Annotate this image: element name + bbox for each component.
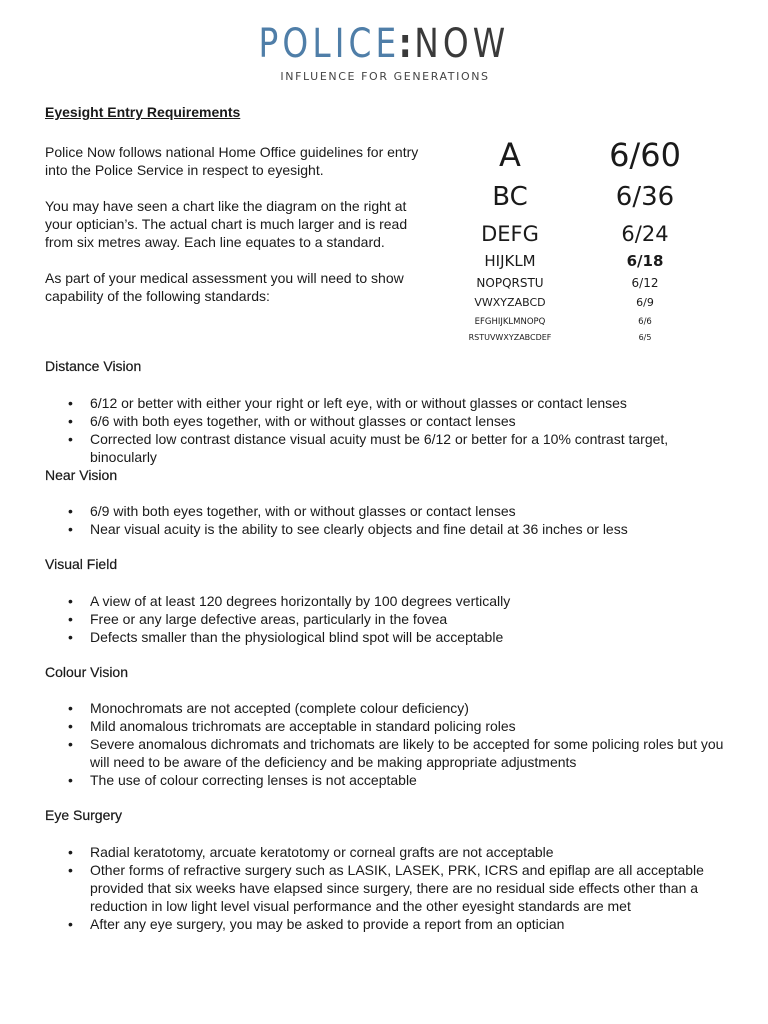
eye-chart-row [455,182,715,212]
list-item: • Corrected low contrast distance visual acuity must be 6/12 or better for a 10% contrast target, binocularly [68,430,738,466]
list-item: • Severe anomalous dichromats and trichomats are likely to be accepted for some policing roles but you will need to be aware of the deficiency and be making appropriate adjustments [68,735,738,771]
section-heading-near-vision: Near Vision [45,467,118,483]
visual-field-list [68,592,738,646]
colour-vision-list [68,699,738,789]
list-item: • Mild anomalous trichromats are acceptable in standard policing roles [68,717,738,735]
eye-chart-score: 6/36 [615,182,675,212]
eye-chart-row [455,136,715,174]
eye-chart-score: 6/5 [638,333,652,342]
section-heading-eye-surgery: Eye Surgery [45,807,123,823]
eye-chart-letters: NOPQRSTU [476,276,544,290]
section-heading-colour-vision: Colour Vision [45,664,129,680]
eye-chart-row [455,317,715,327]
eye-chart-score: 6/60 [609,136,681,174]
list-item: • Other forms of refractive surgery such as LASIK, LASEK, PRK, ICRS and epiflap are all acceptable provided that six weeks have elapsed since surgery, there are no residual side effects other than a reduction in low light level visual performance and the other eyesight standards are met [68,861,738,915]
list-item: • Monochromats are not accepted (complete colour deficiency) [68,699,738,717]
intro-paragraph-1: Police Now follows national Home Office guidelines for entry into the Police Service in respect to eyesight. [45,144,419,178]
eye-chart-row [455,296,715,309]
list-item: • 6/12 or better with either your right or left eye, with or without glasses or contact lenses [68,394,738,412]
list-item: • Near visual acuity is the ability to see clearly objects and fine detail at 36 inches or less [68,520,738,538]
list-item: • A view of at least 120 degrees horizontally by 100 degrees vertically [68,592,738,610]
intro-paragraph-2: You may have seen a chart like the diagram on the right at your optician’s. The actual chart is much larger and is read from six metres away. Each line equates to a standard. [45,198,408,250]
eye-chart-score: 6/24 [621,222,669,246]
page-title: Eyesight Entry Requirements [45,104,241,120]
eye-surgery-list [68,843,738,933]
section-heading-distance-vision: Distance Vision [45,358,142,374]
eye-chart-letters: EFGHIJKLMNOPQ [474,317,546,327]
eye-chart-letters: BC [492,182,528,212]
list-item: • Defects smaller than the physiological blind spot will be acceptable [68,628,738,646]
list-item: • 6/6 with both eyes together, with or without glasses or contact lenses [68,412,738,430]
eye-chart-letters: DEFG [481,222,539,246]
logo-separator: : [398,21,416,67]
logo-wordmark [259,20,510,68]
eye-chart-row [455,252,715,270]
near-vision-list [68,502,738,538]
eye-chart-score: 6/18 [626,252,664,270]
eye-chart-score: 6/12 [631,276,659,290]
list-item: • Radial keratotomy, arcuate keratotomy or corneal grafts are not acceptable [68,843,738,861]
eye-chart-score: 6/9 [636,296,654,309]
eye-chart-row [455,222,715,246]
list-item: • 6/9 with both eyes together, with or without glasses or contact lenses [68,502,738,520]
eye-chart-row [455,276,715,290]
distance-vision-list [68,394,738,466]
eye-chart-letters: VWXYZABCD [474,296,546,309]
logo [0,20,768,83]
eye-chart-row [455,333,715,342]
list-item: • The use of colour correcting lenses is not acceptable [68,771,738,789]
section-heading-visual-field: Visual Field [45,556,118,572]
eye-chart-letters: HIJKLM [484,252,536,270]
list-item: • After any eye surgery, you may be asked to provide a report from an optician [68,915,738,933]
eye-chart-letters: RSTUVWXYZABCDEF [468,333,552,342]
logo-word-now: NOW [414,21,510,67]
logo-word-police: POLICE [258,21,401,67]
logo-tagline: INFLUENCE FOR GENERATIONS [280,70,490,83]
intro-paragraph-3: As part of your medical assessment you will need to show capability of the following standards: [45,270,404,304]
eye-chart-score: 6/6 [638,317,652,327]
list-item: • Free or any large defective areas, particularly in the fovea [68,610,738,628]
eye-chart-letters: A [499,136,521,174]
